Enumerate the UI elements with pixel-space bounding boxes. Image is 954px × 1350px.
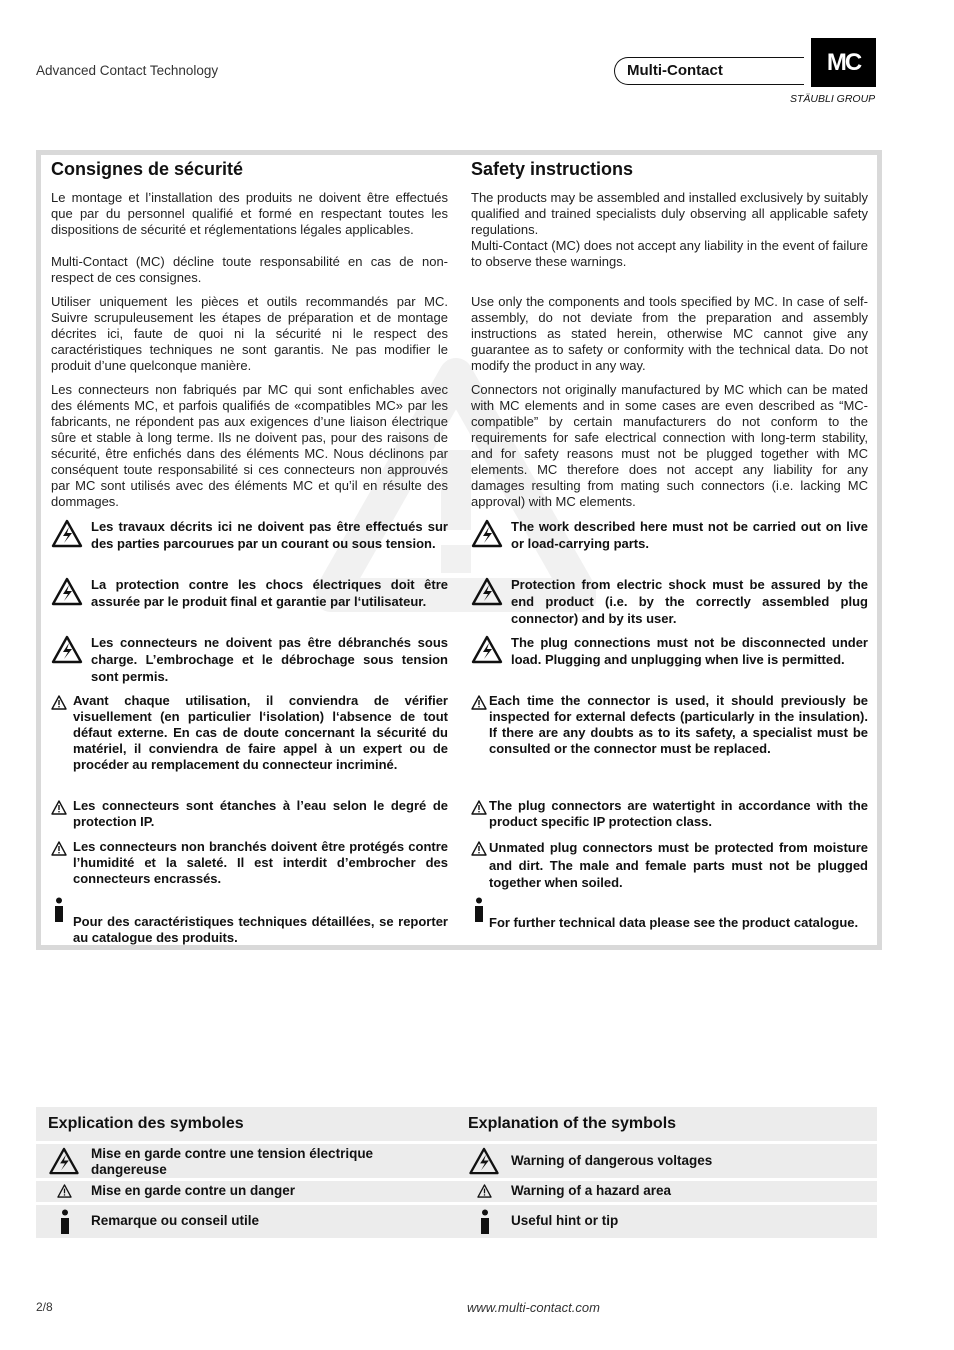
symbol-desc-fr: Remarque ou conseil utile: [91, 1213, 260, 1228]
french-hazard-1: Avant chaque utilisation, il conviendra de vérifier visuellement (en particulier l‘isolation) l‘absence de tout défaut externe. En cas de doute concernant la sécurité du matériel, il conviendra de faire appel à un expert ou de procéder au remplacement du connecteur incriminé.: [73, 693, 448, 772]
hazard-warning-icon: [471, 695, 487, 710]
english-warning-3: The plug connections must not be disconnected under load. Plugging and unplugging when live is permitted.: [511, 635, 868, 667]
hazard-warning-icon: [471, 800, 487, 815]
symbol-desc-fr: Mise en garde contre une tension électrique dangereuse: [91, 1146, 374, 1177]
french-paragraph-1b: Multi-Contact (MC) décline toute responsabilité en cas de non-respect de ces consignes.: [51, 254, 448, 285]
english-info: For further technical data please see the product catalogue.: [489, 915, 859, 930]
symbol-row-hint: [36, 1205, 877, 1238]
french-warning-1: Les travaux décrits ici ne doivent pas être effectués sur des parties parcourues par un courant ou sous tension.: [91, 519, 448, 551]
french-hazard-3: Les connecteurs non branchés doivent être protégés contre l’humidité et la saleté. Il est interdit d’embrocher des connecteurs encrassés.: [73, 839, 448, 886]
english-column: [471, 159, 868, 930]
symbol-desc-fr: Mise en garde contre un danger: [91, 1183, 296, 1198]
info-icon: [473, 897, 485, 923]
french-paragraph-2: Utiliser uniquement les pièces et outils recommandés par MC. Suivre scrupuleusement les étapes de préparation et de montage décrites ici, faute de quoi ni la sécurité ni le respect des caractéristiques techniques ne sont garantis. Ne pas modifier le produit d’une quelconque manière.: [51, 294, 448, 373]
french-info: Pour des caractéristiques techniques détaillées, se reporter au catalogue des produits.: [73, 914, 448, 945]
english-hazard-3: Unmated plug connectors must be protected from moisture and dirt. The male and female parts must not be plugged together when soiled.: [489, 840, 868, 890]
english-warning-1: The work described here must not be carried out on live or load-carrying parts.: [511, 519, 868, 551]
page-number: 2/8: [36, 1300, 53, 1314]
english-warning-2: Protection from electric shock must be assured by the end product (i.e. by the correctly assembled plug connector) and by its user.: [511, 577, 868, 626]
symbol-row-hazard: [36, 1181, 877, 1202]
symbols-legend: [36, 1107, 877, 1238]
voltage-warning-icon: [51, 577, 83, 607]
hazard-warning-icon: [57, 1184, 72, 1198]
english-hazard-1: Each time the connector is used, it should previously be inspected for external defects (particularly in the insulation). If there are any doubts as to its safety, a specialist must be consulted or the connector must be replaced.: [489, 693, 868, 756]
logo-mark: MC: [811, 38, 876, 87]
french-warning-3: Les connecteurs ne doivent pas être débranchés sous charge. L’embrochage et le débrochage sous tension sont permis.: [91, 635, 448, 684]
english-paragraph-1: The products may be assembled and installed exclusively by suitably qualified and trained specialists duly observing all applicable safety regulations.: [471, 190, 868, 237]
symbols-title-en: Explanation of the symbols: [468, 1115, 677, 1132]
english-hazard-2: The plug connectors are watertight in accordance with the product specific IP protection class.: [489, 798, 868, 829]
info-icon: [59, 1209, 71, 1235]
info-icon: [53, 897, 65, 923]
english-paragraph-3: Connectors not originally manufactured by MC which can be mated with MC elements and in some cases are even described as “MC-compatible” by certain manufacturers do not conform to the requirements for safe electrical connection with long-term stability, and for safety reasons must not be plugged together with MC elements. MC therefore does not accept any liability for any damages resulting from mating such connectors (i.e. lacking MC approval) with MC elements.: [471, 382, 868, 509]
symbol-desc-en: Warning of dangerous voltages: [511, 1153, 713, 1168]
french-column: [51, 159, 448, 945]
voltage-warning-icon: [471, 635, 503, 665]
safety-instructions-panel: [36, 150, 882, 950]
symbol-row-voltage: [36, 1144, 877, 1178]
french-title: Consignes de sécurité: [51, 159, 244, 179]
logo-text: Multi-Contact: [627, 62, 723, 79]
voltage-warning-icon: [51, 635, 83, 665]
english-paragraph-2: Use only the components and tools specified by MC. In case of self-assembly, do not deviate from the preparation and assembly instructions as stated herein, otherwise MC cannot give any guarantee as to safety or conformity with the technical data. Do not modify the product in any way.: [471, 294, 868, 373]
info-icon: [479, 1209, 491, 1235]
english-paragraph-1b: Multi-Contact (MC) does not accept any liability in the event of failure to observe these warnings.: [471, 238, 868, 269]
french-paragraph-3: Les connecteurs non fabriqués par MC qui sont enfichables avec des éléments MC, et parfois qualifiés de «compatibles MC» par les fabricants, ne répondent pas aux exigences d’une liaison électrique sûre et stable à long terme. Ils ne doivent pas, pour des raisons de sécurité, être enfichés dans des éléments MC. Nous déclinons par conséquent toute responsabilité si ces connecteurs non approuvés par MC sont utilisés avec des éléments MC et qu’il en résulte des dommages.: [51, 382, 448, 509]
voltage-warning-icon: [468, 1147, 500, 1176]
symbols-title-fr: Explication des symboles: [48, 1115, 244, 1132]
hazard-warning-icon: [51, 841, 67, 856]
hazard-warning-icon: [51, 800, 67, 815]
voltage-warning-icon: [51, 519, 83, 549]
voltage-warning-icon: [471, 577, 503, 607]
website-link[interactable]: www.multi-contact.com: [467, 1300, 600, 1315]
french-paragraph-1: Le montage et l’installation des produits ne doivent être effectués que par du personnel qualifié et formé en respectant toutes les dispositions de sécurité et réglementations légales applicables.: [51, 190, 448, 237]
french-hazard-2: Les connecteurs sont étanches à l’eau selon le degré de protection IP.: [73, 798, 448, 829]
french-warning-2: La protection contre les chocs électriques doit être assurée par le produit final et garantie par l‘utilisateur.: [91, 577, 448, 609]
hazard-warning-icon: [51, 695, 67, 710]
voltage-warning-icon: [471, 519, 503, 549]
symbols-header: [36, 1107, 877, 1141]
symbol-desc-en: Useful hint or tip: [511, 1213, 619, 1228]
english-title: Safety instructions: [471, 159, 634, 179]
voltage-warning-icon: [48, 1147, 80, 1176]
hazard-warning-icon: [477, 1184, 492, 1198]
header-tagline: Advanced Contact Technology: [36, 63, 219, 78]
hazard-warning-icon: [471, 841, 487, 856]
symbol-desc-en: Warning of a hazard area: [511, 1183, 672, 1198]
logo-subtitle: STÄUBLI GROUP: [790, 93, 876, 105]
